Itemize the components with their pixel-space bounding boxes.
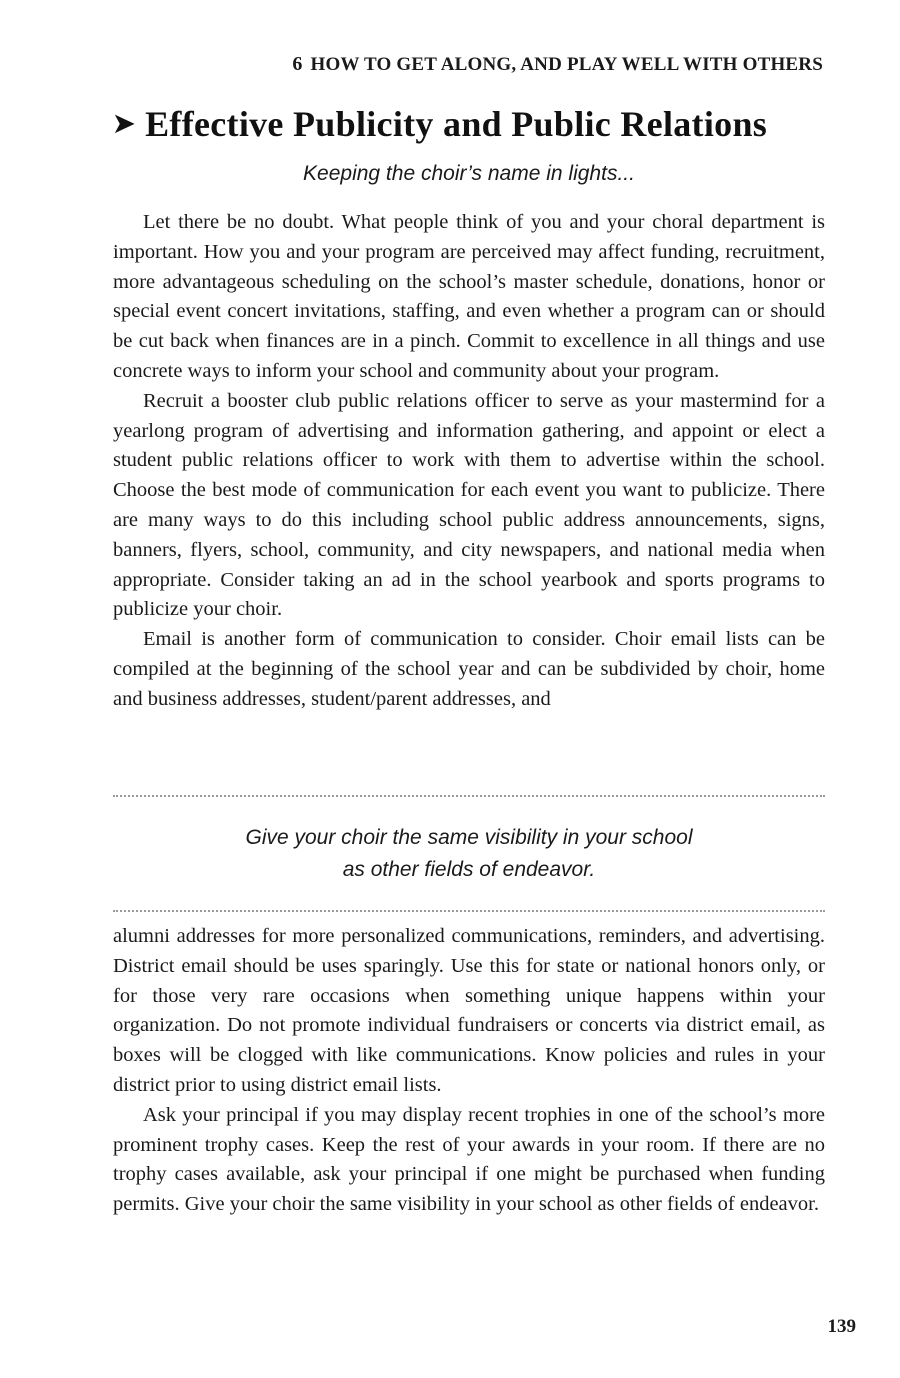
chapter-number: 6 <box>292 53 303 75</box>
pull-quote <box>113 795 825 912</box>
paragraph: Ask your principal if you may display recent trophies in one of the school’s more prominent trophy cases. Keep the rest of your awards in your room. If there are no trophy cases available, ask your principal if one might be purchased when funding permits. Give your choir the same visibility in your school as other fields of endeavor. <box>113 1103 825 1216</box>
page-number: 139 <box>827 1316 856 1337</box>
pull-quote-line: as other fields of endeavor. <box>342 857 596 881</box>
paragraph: Recruit a booster club public relations officer to serve as your mastermind for a yearlong program of advertising and information gathering, and appoint or elect a student public relations officer to work with them to advertise within the school. Choose the best mode of communication for each event you want to publicize. There are many ways to do this including school public address announcements, signs, banners, flyers, school, community, and city newspapers, and national media when appropriate. Consider taking an ad in the school yearbook and sports programs to publicize your choir. <box>113 389 825 621</box>
chapter-title: HOW TO GET ALONG, AND PLAY WELL WITH OTHERS <box>310 54 823 75</box>
section-title: Effective Publicity and Public Relations <box>145 104 768 144</box>
section-subtitle: Keeping the choir’s name in lights... <box>303 162 635 185</box>
body-text-top <box>113 208 825 715</box>
running-head <box>292 53 823 76</box>
paragraph: Email is another form of communication to consider. Choir email lists can be compiled at the beginning of the school year and can be subdivided by choir, home and business addresses, student/parent addresses, and <box>113 628 825 710</box>
section-heading <box>113 103 833 145</box>
arrow-bullet-icon: ➤ <box>113 109 136 138</box>
pull-quote-line: Give your choir the same visibility in your school <box>245 825 693 849</box>
paragraph: Let there be no doubt. What people think of you and your choral department is important. How you and your program are perceived may affect funding, recruitment, more advantageous scheduling on the school’s master schedule, donations, honor or special event concert invitations, staffing, and even whether a program can or should be cut back when finances are in a pinch. Commit to excellence in all things and use concrete ways to inform your school and community about your program. <box>113 211 825 382</box>
paragraph-continuation: alumni addresses for more personalized communications, reminders, and advertising. District email should be uses sparingly. Use this for state or national honors only, or for those very rare occasions when something unique happens within your organization. Do not promote individual fundraisers or concerts via district email, as boxes will be clogged with like communications. Know policies and rules in your district prior to using district email lists. <box>113 925 825 1096</box>
body-text-bottom <box>113 922 825 1220</box>
